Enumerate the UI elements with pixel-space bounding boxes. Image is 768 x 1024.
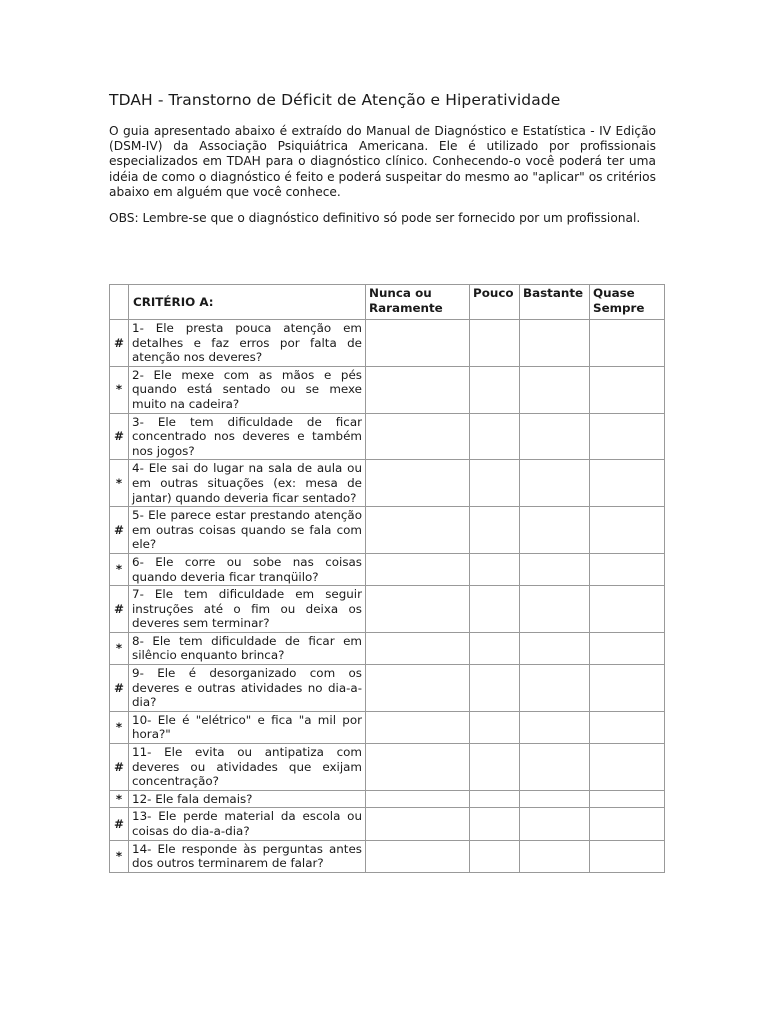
question-text: 5- Ele parece estar prestando atenção em outras coisas quando se fala com ele? — [129, 507, 366, 554]
header-criterion: CRITÉRIO A: — [129, 285, 366, 320]
answer-never-cell[interactable] — [366, 744, 470, 791]
table-row — [110, 413, 665, 460]
answer-quite-cell[interactable] — [520, 366, 590, 413]
header-almost-always: Quase Sempre — [590, 285, 665, 320]
answer-quite-cell[interactable] — [520, 586, 590, 633]
row-marker: # — [110, 586, 129, 633]
answer-quite-cell[interactable] — [520, 632, 590, 664]
answer-quite-cell[interactable] — [520, 711, 590, 743]
answer-never-cell[interactable] — [366, 711, 470, 743]
table-row — [110, 808, 665, 840]
intro-paragraph: O guia apresentado abaixo é extraído do Manual de Diagnóstico e Estatística - IV Edição (DSM-IV) da Associação Psiquiátrica Americana. Ele é utilizado por profissionais especializados em TDAH para o diagnóstico clínico. Conhecendo-o você poderá ter uma idéia de como o diagnóstico é feito e poderá suspeitar do mesmo ao "aplicar" os critérios abaixo em alguém que você conhece. — [109, 124, 656, 199]
table-row — [110, 460, 665, 507]
row-marker: * — [110, 553, 129, 585]
header-mark-cell — [110, 285, 129, 320]
answer-little-cell[interactable] — [470, 665, 520, 712]
row-marker: * — [110, 790, 129, 808]
answer-little-cell[interactable] — [470, 711, 520, 743]
row-marker: # — [110, 665, 129, 712]
row-marker: * — [110, 711, 129, 743]
answer-never-cell[interactable] — [366, 790, 470, 808]
answer-quite-cell[interactable] — [520, 320, 590, 367]
answer-never-cell[interactable] — [366, 586, 470, 633]
question-text: 11- Ele evita ou antipatiza com deveres ou atividades que exijam concentração? — [129, 744, 366, 791]
question-text: 8- Ele tem dificuldade de ficar em silêncio enquanto brinca? — [129, 632, 366, 664]
table-row — [110, 665, 665, 712]
row-marker: * — [110, 366, 129, 413]
table-row — [110, 711, 665, 743]
question-text: 2- Ele mexe com as mãos e pés quando está sentado ou se mexe muito na cadeira? — [129, 366, 366, 413]
answer-little-cell[interactable] — [470, 790, 520, 808]
answer-almost-always-cell[interactable] — [590, 553, 665, 585]
answer-never-cell[interactable] — [366, 808, 470, 840]
header-quite: Bastante — [520, 285, 590, 320]
answer-little-cell[interactable] — [470, 553, 520, 585]
answer-quite-cell[interactable] — [520, 808, 590, 840]
answer-almost-always-cell[interactable] — [590, 665, 665, 712]
answer-little-cell[interactable] — [470, 320, 520, 367]
question-text: 14- Ele responde às perguntas antes dos outros terminarem de falar? — [129, 840, 366, 872]
answer-little-cell[interactable] — [470, 840, 520, 872]
answer-never-cell[interactable] — [366, 840, 470, 872]
answer-never-cell[interactable] — [366, 413, 470, 460]
question-text: 7- Ele tem dificuldade em seguir instruções até o fim ou deixa os deveres sem terminar? — [129, 586, 366, 633]
answer-never-cell[interactable] — [366, 632, 470, 664]
row-marker: # — [110, 808, 129, 840]
question-text: 4- Ele sai do lugar na sala de aula ou em outras situações (ex: mesa de jantar) quando deveria ficar sentado? — [129, 460, 366, 507]
question-text: 13- Ele perde material da escola ou coisas do dia-a-dia? — [129, 808, 366, 840]
answer-never-cell[interactable] — [366, 507, 470, 554]
answer-almost-always-cell[interactable] — [590, 632, 665, 664]
answer-little-cell[interactable] — [470, 460, 520, 507]
table-row — [110, 320, 665, 367]
row-marker: # — [110, 413, 129, 460]
row-marker: # — [110, 744, 129, 791]
table-row — [110, 553, 665, 585]
row-marker: * — [110, 632, 129, 664]
question-text: 9- Ele é desorganizado com os deveres e outras atividades no dia-a-dia? — [129, 665, 366, 712]
answer-almost-always-cell[interactable] — [590, 711, 665, 743]
answer-almost-always-cell[interactable] — [590, 744, 665, 791]
answer-never-cell[interactable] — [366, 665, 470, 712]
row-marker: # — [110, 507, 129, 554]
answer-little-cell[interactable] — [470, 632, 520, 664]
table-row — [110, 632, 665, 664]
table-header-row — [110, 285, 665, 320]
question-text: 6- Ele corre ou sobe nas coisas quando deveria ficar tranqüilo? — [129, 553, 366, 585]
question-text: 3- Ele tem dificuldade de ficar concentrado nos deveres e também nos jogos? — [129, 413, 366, 460]
answer-quite-cell[interactable] — [520, 413, 590, 460]
table-row — [110, 744, 665, 791]
header-little: Pouco — [470, 285, 520, 320]
answer-little-cell[interactable] — [470, 366, 520, 413]
answer-little-cell[interactable] — [470, 808, 520, 840]
answer-never-cell[interactable] — [366, 320, 470, 367]
answer-quite-cell[interactable] — [520, 744, 590, 791]
header-never: Nunca ou Raramente — [366, 285, 470, 320]
table-row — [110, 790, 665, 808]
obs-paragraph: OBS: Lembre-se que o diagnóstico definitivo só pode ser fornecido por um profissional. — [109, 211, 641, 225]
question-text: 12- Ele fala demais? — [129, 790, 366, 808]
answer-never-cell[interactable] — [366, 366, 470, 413]
table-row — [110, 366, 665, 413]
answer-almost-always-cell[interactable] — [590, 808, 665, 840]
answer-almost-always-cell[interactable] — [590, 840, 665, 872]
answer-quite-cell[interactable] — [520, 665, 590, 712]
answer-quite-cell[interactable] — [520, 553, 590, 585]
answer-quite-cell[interactable] — [520, 460, 590, 507]
answer-never-cell[interactable] — [366, 553, 470, 585]
answer-almost-always-cell[interactable] — [590, 366, 665, 413]
answer-never-cell[interactable] — [366, 460, 470, 507]
criteria-table — [109, 284, 665, 873]
table-row — [110, 586, 665, 633]
answer-almost-always-cell[interactable] — [590, 586, 665, 633]
document-title: TDAH - Transtorno de Déficit de Atenção e Hiperatividade — [109, 91, 561, 109]
answer-almost-always-cell[interactable] — [590, 413, 665, 460]
answer-little-cell[interactable] — [470, 507, 520, 554]
table-row — [110, 840, 665, 872]
answer-quite-cell[interactable] — [520, 840, 590, 872]
question-text: 1- Ele presta pouca atenção em detalhes e faz erros por falta de atenção nos deveres? — [129, 320, 366, 367]
row-marker: * — [110, 460, 129, 507]
question-text: 10- Ele é "elétrico" e fica "a mil por hora?" — [129, 711, 366, 743]
answer-almost-always-cell[interactable] — [590, 460, 665, 507]
answer-quite-cell[interactable] — [520, 507, 590, 554]
row-marker: * — [110, 840, 129, 872]
answer-almost-always-cell[interactable] — [590, 320, 665, 367]
row-marker: # — [110, 320, 129, 367]
answer-little-cell[interactable] — [470, 413, 520, 460]
answer-little-cell[interactable] — [470, 744, 520, 791]
answer-little-cell[interactable] — [470, 586, 520, 633]
answer-almost-always-cell[interactable] — [590, 790, 665, 808]
table-row — [110, 507, 665, 554]
answer-almost-always-cell[interactable] — [590, 507, 665, 554]
answer-quite-cell[interactable] — [520, 790, 590, 808]
